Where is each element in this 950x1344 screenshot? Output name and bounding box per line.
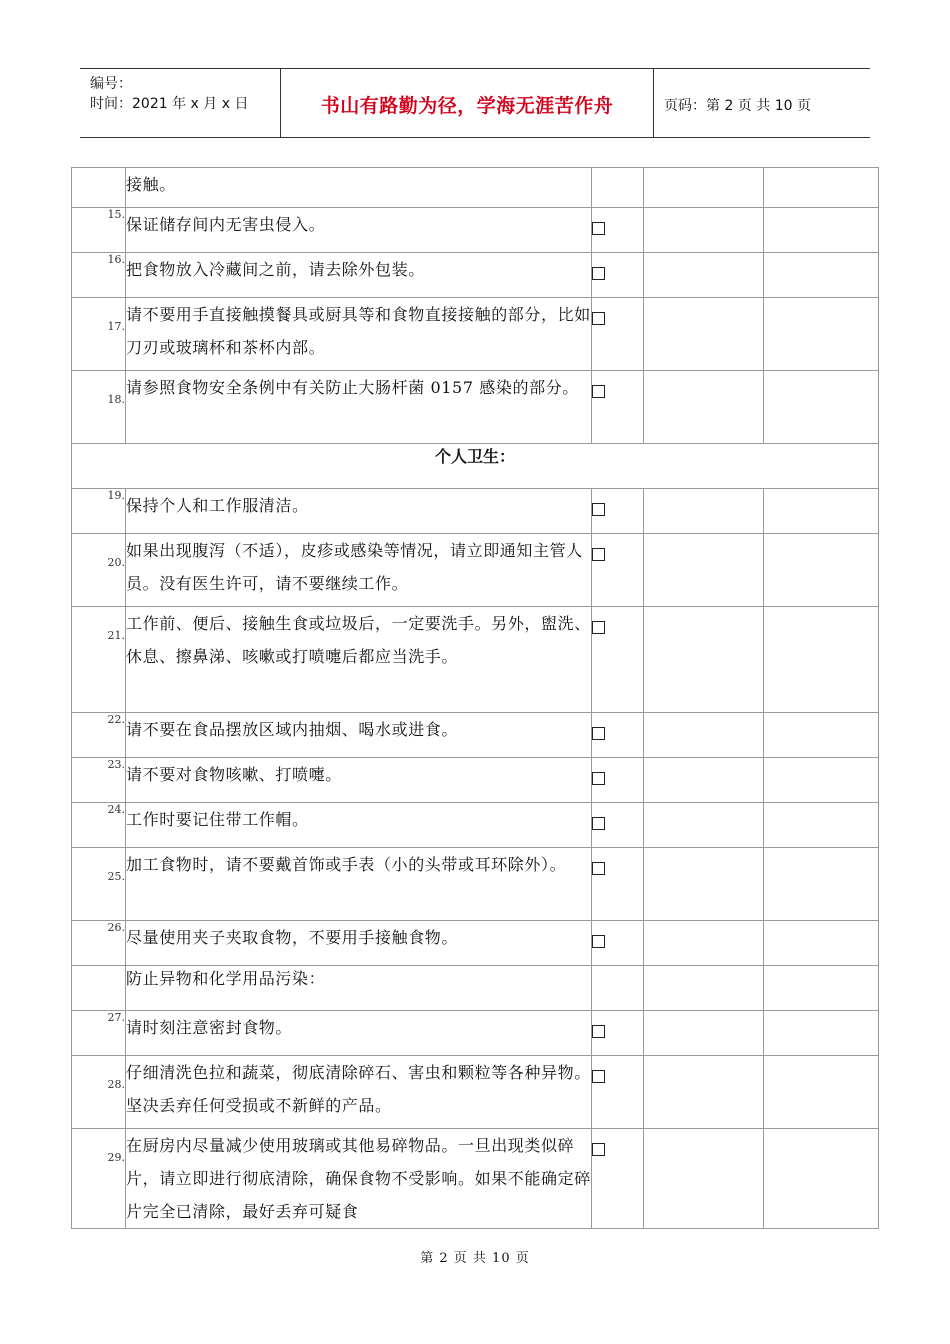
checklist-table [71,167,879,1229]
row-text: 加工食物时，请不要戴首饰或手表（小的头带或耳环除外）。 [126,848,592,921]
row-number: 29. [72,1129,126,1229]
table-row [72,803,879,848]
checkbox[interactable] [592,312,605,325]
row-text: 保持个人和工作服清洁。 [126,489,592,534]
row-text: 请不要对食物咳嗽、打喷嚏。 [126,758,592,803]
checkbox[interactable] [592,772,605,785]
checklist-body [72,168,879,1229]
subsection-row [72,966,879,1011]
row-text: 仔细清洗色拉和蔬菜，彻底清除碎石、害虫和颗粒等各种异物。 坚决丢弃任何受损或不新鲜的产品。 [126,1056,592,1129]
row-text: 工作前、便后、接触生食或垃圾后，一定要洗手。另外，盥洗、休息、擦鼻涕、咳嗽或打喷嚏后都应当洗手。 [126,607,592,713]
row-text: 工作时要记住带工作帽。 [126,803,592,848]
page-footer: 第 2 页 共 10 页 [420,1251,530,1266]
table-row [72,1129,879,1229]
subsection-heading-foreign-matter: 防止异物和化学用品污染： [126,966,592,1011]
checkbox[interactable] [592,817,605,830]
table-row [72,607,879,713]
checkbox[interactable] [592,862,605,875]
header-motto: 书山有路勤为径，学海无涯苦作舟 [320,95,614,117]
table-row [72,253,879,298]
checkbox[interactable] [592,1070,605,1083]
row-number: 28. [72,1056,126,1129]
row-text: 请不要在食品摆放区域内抽烟、喝水或进食。 [126,713,592,758]
row-number: 27. [72,1011,126,1056]
checkbox[interactable] [592,727,605,740]
table-row [72,489,879,534]
row-text: 请不要用手直接触摸餐具或厨具等和食物直接接触的部分，比如刀刃或玻璃杯和茶杯内部。 [126,298,592,371]
row-text: 尽量使用夹子夹取食物，不要用手接触食物。 [126,921,592,966]
row-number: 20. [72,534,126,607]
row-text: 请参照食物安全条例中有关防止大肠杆菌 0157 感染的部分。 [126,371,592,444]
document-number-label: 编号： [90,76,132,92]
row-number: 19. [72,489,126,534]
row-number: 21. [72,607,126,713]
row-number: 15. [72,208,126,253]
row-number: 17. [72,298,126,371]
table-row [72,848,879,921]
row-text: 把食物放入冷藏间之前，请去除外包装。 [126,253,592,298]
header-page-cell [654,69,870,137]
table-row [72,168,879,208]
row-number: 25. [72,848,126,921]
table-row [72,1011,879,1056]
header-motto-cell [281,69,654,137]
table-row [72,298,879,371]
table-row [72,758,879,803]
checkbox[interactable] [592,222,605,235]
row-text: 保证储存间内无害虫侵入。 [126,208,592,253]
row-text: 在厨房内尽量减少使用玻璃或其他易碎物品。一旦出现类似碎片，请立即进行彻底清除，确保食物不受影响。如果不能确定碎片完全已清除，最好丢弃可疑食 [126,1129,592,1229]
checkbox[interactable] [592,548,605,561]
row-number [72,168,126,208]
row-number: 18. [72,371,126,444]
header-page-info: 页码：第 2 页 共 10 页 [664,98,811,114]
row-text: 如果出现腹泻（不适），皮疹或感染等情况，请立即通知主管人员。没有医生许可，请不要继续工作。 [126,534,592,607]
row-text: 请时刻注意密封食物。 [126,1011,592,1056]
table-row [72,713,879,758]
checkbox[interactable] [592,1025,605,1038]
page-header [80,68,870,138]
checkbox[interactable] [592,503,605,516]
section-heading-personal-hygiene: 个人卫生： [72,444,879,489]
section-row [72,444,879,489]
table-row [72,1056,879,1129]
checkbox[interactable] [592,621,605,634]
table-row [72,208,879,253]
row-number: 22. [72,713,126,758]
checkbox[interactable] [592,935,605,948]
checkbox[interactable] [592,1143,605,1156]
checkbox[interactable] [592,385,605,398]
row-text: 接触。 [126,168,592,208]
row-number: 24. [72,803,126,848]
table-row [72,534,879,607]
document-date: 时间：2021 年 x 月 x 日 [90,96,249,112]
table-row [72,921,879,966]
row-number: 26. [72,921,126,966]
table-row [72,371,879,444]
row-number: 16. [72,253,126,298]
header-info-cell [80,69,281,137]
row-number: 23. [72,758,126,803]
checkbox[interactable] [592,267,605,280]
